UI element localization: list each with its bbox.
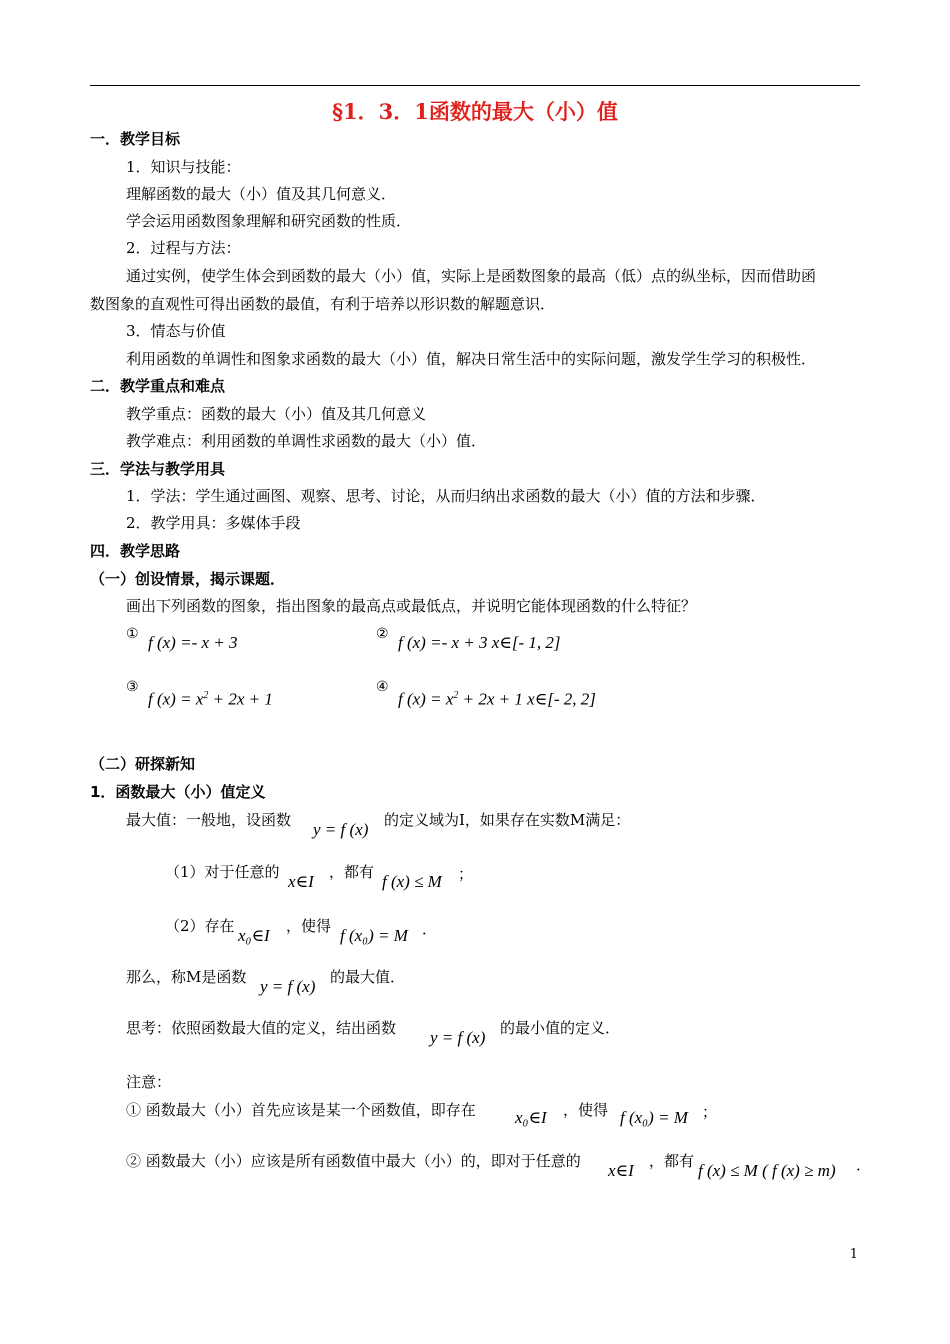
think-prompt-a: 思考：依照函数最大值的定义，结出函数 <box>126 1019 397 1037</box>
objective-1a: 理解函数的最大（小）值及其几何意义． <box>126 185 397 203</box>
page-title: §1．3．1函数的最大（小）值 <box>332 99 618 124</box>
scenario-prompt: 画出下列函数的图象，指出图象的最高点或最低点，并说明它能体现函数的什么特征？ <box>126 597 697 615</box>
definition-conclusion-b: 的最大值． <box>330 968 406 986</box>
note-1-math-equal: f (x₀) = M <box>620 1108 688 1127</box>
method-2: 2．教学用具：多媒体手段 <box>126 514 301 532</box>
objective-3: 3．情态与价值 <box>126 322 226 340</box>
function-1-number: ① <box>126 626 139 642</box>
condition-2-math-equal: f (x₀) = M <box>340 926 408 945</box>
note-2-mid: ，都有 <box>649 1152 695 1170</box>
condition-2-math-domain: x₀∈I <box>238 926 270 945</box>
think-prompt-b: 的最小值的定义． <box>500 1019 621 1037</box>
condition-2-end: ． <box>422 920 438 938</box>
objective-2: 2．过程与方法： <box>126 239 241 257</box>
page-number: 1 <box>849 1247 858 1262</box>
section-heading-approach: 四．教学思路 <box>90 542 181 560</box>
definition-function-math: y = f (x) <box>313 820 369 839</box>
objective-2a: 通过实例，使学生体会到函数的最大（小）值，实际上是函数图象的最高（低）点的纵坐标，因而借助函 <box>126 267 817 285</box>
definition-conclusion-math: y = f (x) <box>260 977 316 996</box>
condition-2-mid: ，使得 <box>286 917 332 935</box>
definition-max-intro: 最大值：一般地，设函数 <box>126 811 292 829</box>
definition-conclusion-a: 那么，称M是函数 <box>126 968 247 986</box>
function-4: f $(x) = x^2 + 2x + 1$ x∈[- 2, 2] <box>398 689 596 709</box>
condition-1-end: ； <box>458 865 474 883</box>
function-4-number: ④ <box>376 679 389 695</box>
note-1-end: ； <box>702 1103 718 1121</box>
condition-1-mid: ，都有 <box>329 863 375 881</box>
function-3: f $(x) = x^2 + 2x + 1$ <box>148 689 273 709</box>
function-2-number: ② <box>376 626 389 642</box>
condition-1-math-domain: x∈I <box>288 872 314 891</box>
method-1: 1．学法：学生通过画图、观察、思考、讨论，从而归纳出求函数的最大（小）值的方法和步骤． <box>126 487 766 505</box>
subheading-scenario: （一）创设情景，揭示课题． <box>90 570 286 588</box>
function-3-number: ③ <box>126 679 139 695</box>
think-prompt-math: y = f (x) <box>430 1028 486 1047</box>
section-heading-objectives: 一．教学目标 <box>90 130 181 148</box>
function-1: f (x) =- x + 3 <box>148 633 238 652</box>
function-2: f (x) =- x + 3 x∈[- 1, 2] <box>398 633 561 652</box>
objective-2b: 数图象的直观性可得出函数的最值，有利于培养以形识数的解题意识． <box>90 295 556 313</box>
section-heading-focus: 二．教学重点和难点 <box>90 377 226 395</box>
note-1-math-domain: x₀∈I <box>515 1108 547 1127</box>
note-2-math-bound: f (x) ≤ M ( f (x) ≥ m) <box>698 1161 836 1180</box>
focus-difficulty: 教学难点：利用函数的单调性求函数的最大（小）值． <box>126 432 487 450</box>
note-2-math-domain: x∈I <box>608 1161 634 1180</box>
section-heading-methods: 三．学法与教学用具 <box>90 460 226 478</box>
definition-max-domain: 的定义域为I，如果存在实数M满足： <box>384 811 631 829</box>
note-1-mid: ，使得 <box>563 1101 609 1119</box>
condition-1-math-bound: f (x) ≤ M <box>382 872 442 891</box>
objective-1: 1．知识与技能： <box>126 158 241 176</box>
condition-2-label: （2）存在 <box>165 917 235 935</box>
focus-key: 教学重点：函数的最大（小）值及其几何意义 <box>126 405 427 423</box>
objective-1b: 学会运用函数图象理解和研究函数的性质． <box>126 212 412 230</box>
note-2-end: ． <box>856 1156 872 1174</box>
definition-heading: 1．函数最大（小）值定义 <box>90 783 266 801</box>
condition-1-label: （1）对于任意的 <box>165 863 280 881</box>
note-2-a: ② 函数最大（小）应该是所有函数值中最大（小）的，即对于任意的 <box>126 1152 581 1170</box>
note-1-a: ① 函数最大（小）首先应该是某一个函数值，即存在 <box>126 1101 476 1119</box>
header-rule <box>90 85 860 86</box>
note-label: 注意： <box>126 1073 172 1091</box>
subheading-explore: （二）研探新知 <box>90 755 196 773</box>
objective-3a: 利用函数的单调性和图象求函数的最大（小）值，解决日常生活中的实际问题，激发学生学习的积极性． <box>126 350 817 368</box>
